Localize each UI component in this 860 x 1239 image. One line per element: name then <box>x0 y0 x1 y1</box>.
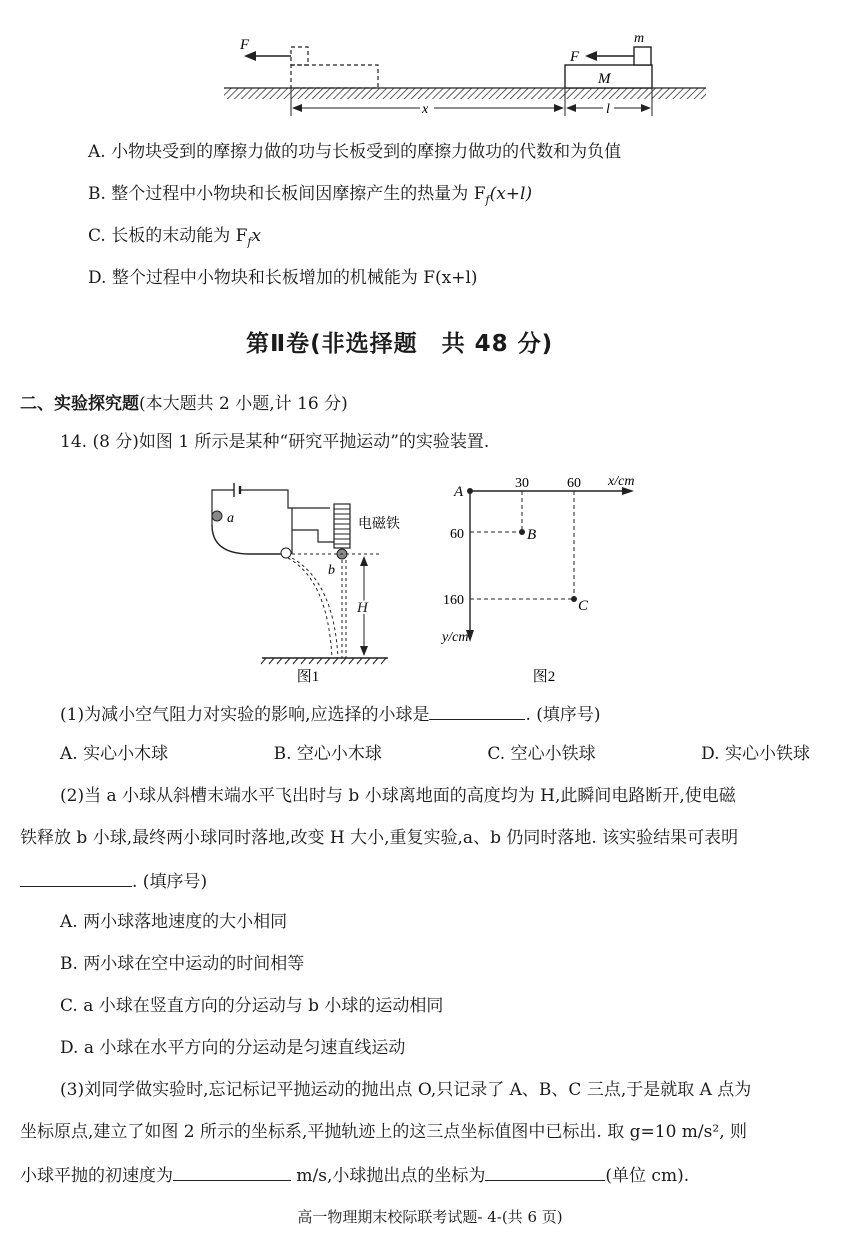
figure-1-caption: 图1 <box>296 669 320 685</box>
y-tick-60: 60 <box>450 527 464 542</box>
q14-stem: 14. (8 分)如图 1 所示是某种“研究平抛运动”的实验装置. <box>60 432 490 452</box>
q14-1-prefix: (1)为减小空气阻力对实验的影响,应选择的小球是 <box>60 705 430 725</box>
point-B <box>519 529 525 535</box>
q13-option-d: D. 整个过程中小物块和长板增加的机械能为 F(x+l) <box>88 268 478 288</box>
q14-1-question <box>60 701 601 727</box>
q14-1-suffix: . (填序号) <box>525 705 601 725</box>
x-tick-60: 60 <box>567 476 581 491</box>
q14-2-option-a: A. 两小球落地速度的大小相同 <box>60 912 288 932</box>
q14-3-text-b: m/s,小球抛出点的坐标为 <box>291 1166 486 1186</box>
q14-2-line1: (2)当 a 小球从斜槽末端水平飞出时与 b 小球离地面的高度均为 H,此瞬间电路断开,使电磁 <box>60 786 736 806</box>
page-footer: 高一物理期末校际联考试题- 4-(共 6 页) <box>297 1208 563 1226</box>
dim-l-label: l <box>606 102 610 117</box>
q13-option-b-text: B. 整个过程中小物块和长板间因摩擦产生的热量为 F <box>88 184 486 204</box>
section2-note: (本大题共 2 小题,计 16 分) <box>139 394 348 414</box>
y-tick-160: 160 <box>443 593 464 608</box>
q14-1-option-a: A. 实心小木球 <box>60 744 169 764</box>
ground <box>224 88 706 99</box>
block-initial-dashed <box>291 47 308 65</box>
q14-1-option-b: B. 空心小木球 <box>273 744 382 764</box>
q14-2-suffix: . (填序号) <box>132 872 208 892</box>
force-label-right: F <box>570 49 580 65</box>
q13-option-c-text: C. 长板的末动能为 F <box>88 226 248 246</box>
q13-option-b <box>88 182 532 212</box>
q14-3-line2: 坐标原点,建立了如图 2 所示的坐标系,平抛轨迹上的这三点坐标值图中已标出. 取 g=10 m/s², 则 <box>20 1122 747 1142</box>
ball-a <box>212 511 222 521</box>
x-tick-30: 30 <box>515 476 529 491</box>
y-axis-label: y/cm <box>442 630 469 645</box>
part2-title: 第Ⅱ卷(非选择题 共 48 分) <box>246 331 554 357</box>
q14-2-option-c: C. a 小球在竖直方向的分运动与 b 小球的运动相同 <box>60 996 444 1016</box>
q13-option-b-tail: (x+l) <box>489 184 533 204</box>
block-mass-label: m <box>634 31 645 46</box>
figure-2-caption: 图2 <box>532 669 556 685</box>
electromagnet <box>334 504 350 548</box>
q14-3-coordinate-blank[interactable] <box>485 1162 605 1181</box>
q14-2-line3 <box>20 868 207 894</box>
point-C-label: C <box>578 598 589 614</box>
section2-heading <box>20 389 348 414</box>
q14-1-options <box>60 742 810 766</box>
q13-option-c-tail: x <box>251 226 262 246</box>
q14-1-option-d: D. 实心小铁球 <box>701 744 810 764</box>
q14-1-option-c: C. 空心小铁球 <box>487 744 596 764</box>
point-A <box>467 488 473 494</box>
force-label-left: F <box>240 37 250 53</box>
x-axis-label: x/cm <box>608 474 635 489</box>
point-B-label: B <box>527 527 537 543</box>
q14-2-option-d: D. a 小球在水平方向的分运动是匀速直线运动 <box>60 1038 406 1058</box>
figure-1-apparatus <box>200 470 400 685</box>
section2-label: 二、实验探究题 <box>20 394 139 414</box>
block-final <box>634 47 651 65</box>
q14-2-answer-blank[interactable] <box>20 868 132 887</box>
q13-option-b-sub: f <box>485 193 490 207</box>
height-H-label: H <box>357 600 368 616</box>
q14-2-option-b: B. 两小球在空中运动的时间相等 <box>60 954 305 974</box>
ball-b-label: b <box>328 563 335 578</box>
ball-a-label: a <box>227 511 234 526</box>
ball-a-launch <box>281 548 291 558</box>
q14-1-answer-blank[interactable] <box>429 701 525 720</box>
origin-label: A <box>454 484 464 500</box>
q14-3-velocity-blank[interactable] <box>173 1162 291 1181</box>
q14-2-line2: 铁释放 b 小球,最终两小球同时落地,改变 H 大小,重复实验,a、b 仍同时落地. 该实验结果可表明 <box>20 828 739 848</box>
board-block-figure <box>220 28 710 120</box>
electromagnet-label: 电磁铁 <box>358 517 400 532</box>
q13-option-c <box>88 224 261 254</box>
figure-2-coordinates <box>430 470 660 685</box>
board-mass-label: M <box>598 71 611 87</box>
board-initial-dashed <box>291 65 378 88</box>
q13-option-c-sub: f <box>247 235 252 249</box>
point-C <box>571 596 577 602</box>
q14-3-line1: (3)刘同学做实验时,忘记标记平抛运动的抛出点 O,只记录了 A、B、C 三点,于是就取 A 点为 <box>60 1080 752 1100</box>
q13-option-a: A. 小物块受到的摩擦力做的功与长板受到的摩擦力做功的代数和为负值 <box>88 142 622 162</box>
q14-3-line3 <box>20 1162 689 1188</box>
q14-3-text-a: 小球平抛的初速度为 <box>20 1166 173 1186</box>
q14-3-text-c: (单位 cm). <box>605 1166 690 1186</box>
dim-x-label: x <box>422 102 429 117</box>
